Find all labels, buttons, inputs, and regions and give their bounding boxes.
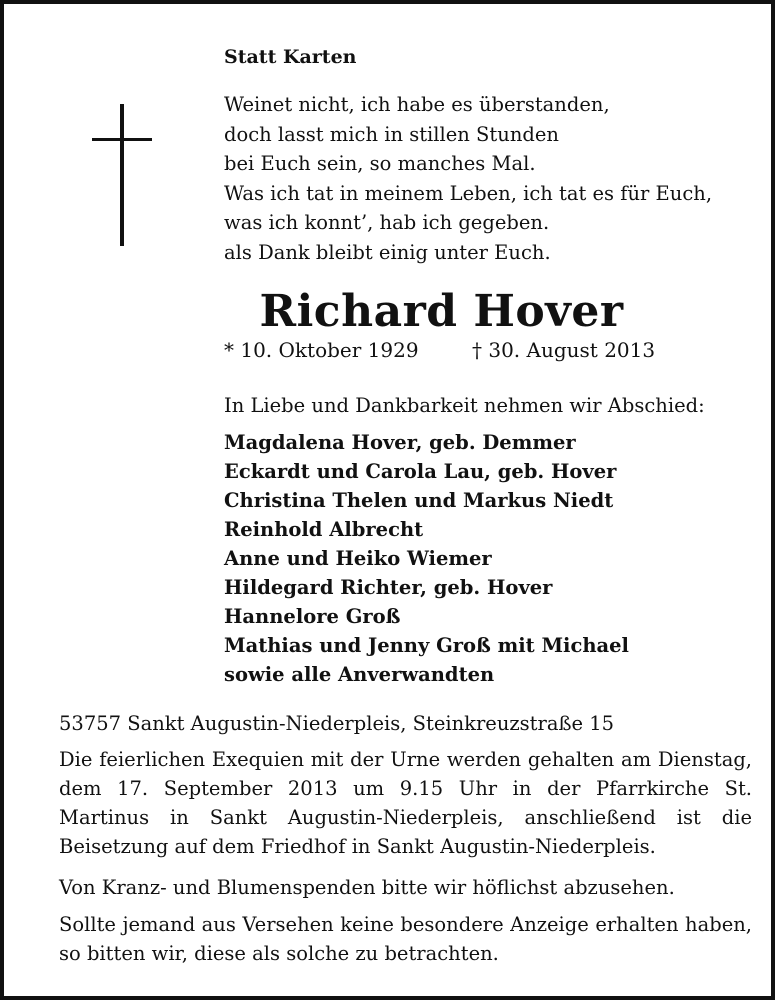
notice-paragraph: Sollte jemand aus Versehen keine besondere Anzeige erhalten haben, so bitten wir, diese als solche zu betrachten. <box>59 913 752 965</box>
address: 53757 Sankt Augustin-Niederpleis, Steinkreuzstraße 15 <box>59 712 615 735</box>
mourner: Mathias und Jenny Groß mit Michael <box>224 634 629 657</box>
birth-date: * 10. Oktober 1929 <box>224 338 419 362</box>
mourner: Eckardt und Carola Lau, geb. Hover <box>224 460 617 483</box>
poem-line: Was ich tat in meinem Leben, ich tat es für Euch, <box>224 181 713 205</box>
header-label: Statt Karten <box>224 46 357 68</box>
mourner: Hildegard Richter, geb. Hover <box>224 576 553 599</box>
poem-line: Weinet nicht, ich habe es überstanden, <box>224 93 610 116</box>
death-date: † 30. August 2013 <box>472 338 656 362</box>
poem-line: was ich konnt’, hab ich gegeben. <box>224 211 550 234</box>
mourner: sowie alle Anverwandten <box>224 663 495 686</box>
poem-line: bei Euch sein, so manches Mal. <box>224 152 536 175</box>
flowers-paragraph: Von Kranz- und Blumenspenden bitte wir höflichst abzusehen. <box>59 876 675 899</box>
mourner: Magdalena Hover, geb. Demmer <box>224 431 576 454</box>
mourner: Christina Thelen und Markus Niedt <box>224 489 614 512</box>
farewell-line: In Liebe und Dankbarkeit nehmen wir Abschied: <box>224 394 705 417</box>
poem-line: doch lasst mich in stillen Stunden <box>224 122 559 146</box>
mourner: Hannelore Groß <box>224 605 401 628</box>
service-paragraph: Die feierlichen Exequien mit der Urne werden gehalten am Dienstag, dem 17. September 2013 um 9.15 Uhr in der Pfarrkirche St. Martinus in Sankt Augustin-Niederpleis, anschließend ist die Beisetzung auf dem Friedhof in Sankt Augustin-Niederpleis. <box>59 748 752 858</box>
mourner: Reinhold Albrecht <box>224 518 424 541</box>
poem <box>224 90 712 267</box>
mourner: Anne und Heiko Wiemer <box>224 547 492 570</box>
mourners-list <box>224 428 629 689</box>
deceased-name: Richard Hover <box>259 286 624 337</box>
poem-line: als Dank bleibt einig unter Euch. <box>224 240 551 264</box>
